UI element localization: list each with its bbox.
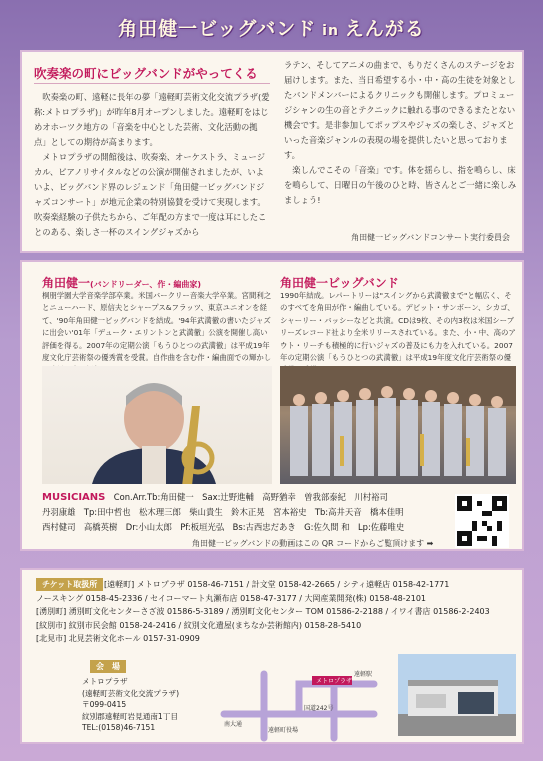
map-south: 南大通 [224,721,243,728]
venue-label: 会 場 [90,660,126,673]
venue-line: (遠軽町芸術文化交流プラザ) [82,688,180,698]
musicians-label: MUSICIANS [42,492,106,503]
leader-photo [42,366,272,484]
intro-paragraph: 吹奏楽の町、遠軽に長年の夢「遠軽町芸術文化交流プラザ(愛称:メトロプラザ)」が昨年8月オープンしました。遠軽町をはじめオホーツク地方の「音楽を中心とした芸術、文化活動の拠点」としての期待が高まります。 [34,92,270,147]
leader-name: 角田健一 [42,276,91,290]
ticket-panel [20,568,524,744]
title-in: in [316,23,345,39]
ticket-row: [湧別町] 湧別町文化センターさざ波 01586-5-3189 / 湧別町文化センター TOM 01586-2-2188 / イワイ書店 01586-2-2403 [36,607,490,617]
leader-role: (バンドリーダー、作・編曲家) [90,280,202,289]
heading-rule [34,83,270,84]
intro-paragraph: ラテン、そしてアニメの曲まで、もりだくさんのステージをお届けします。また、当日希望する小・中・高の生徒を対象としたバンドメンバーによるクリニックも開催します。プロミュージシャンの生の音とテクニックに触れる事のできるまたとない機会です。是非参加してポップスやジャズの楽しさ、ジャズといった音楽ジャンルの表現の場を提供したいと思っております。 [284,60,516,160]
musicians-line: Con.Arr.Tb:角田健一 Sax:辻野進輔 高野猶幸 曽我部泰紀 川村裕司 [113,492,388,502]
ticket-row: [遠軽町] メトロプラザ 0158-46-7151 / 計文堂 0158-42-2665 / シティ遠軽店 0158-42-1771 [104,580,450,589]
band-photo [280,366,516,484]
map-town-hall: 遠軽町役場 [268,727,299,734]
musicians-line: 西村健司 高橋英樹 Dr:小山太郎 Pf:板垣光弘 Bs:古西忠だあき G:佐久間 和 Lp:佐藤唯史 [42,522,405,532]
venue-building-photo [398,654,516,736]
profile-panel [20,260,524,551]
intro-paragraph: メトロプラザの開館後は、吹奏楽、オーケストラ、ミュージカル、ピアノリサイタルなどの公演が開催されましたが、いよいよ、ビッグバンド界のレジェンド「角田健一ビッグバンドジャズコンサート」が地元企業の特別協賛を受けて実現します。吹奏楽経験の子供たちから、ご年配の方まで一度は耳にしたことのある、楽しさ一杯のスイングジャズから [34,152,267,237]
map-road: 国道242号 [304,705,334,712]
venue-line: TEL:(0158)46-7151 [82,723,156,732]
venue-line: メトロプラザ [82,677,128,686]
intro-paragraph: 楽しんでこその「音楽」です。体を揺らし、指を鳴らし、床を鳴らして、日曜日の午後のひと時、皆さんとご一緒に楽しみましょう! [284,165,517,205]
leader-bio: 桐朋学園大学音楽学部卒業。米国バークリー音楽大学卒業。宮間利之とニューハード、原信夫とシャープス&フラッツ、東京ユニオンを経て、'90年角田健一ビッグバンドを結成。'94年武満徹の書いたジャズに出会い'01年「デューク・エリントンと武満徹」公演を開催し高い評価を得る。2007年の定期公演「もうひとつの武満徹」は平成19年度文化庁芸術祭の優秀賞を受賞。自作曲を含む作・編曲面での輝かし [42,291,272,363]
venue-line: 〒099-0415 [82,700,127,709]
leader-heading [42,274,201,291]
ticket-outlets [36,578,516,646]
ticket-label: チケット取扱所 [36,578,103,591]
ticket-row: [北見市] 北見芸術文化ホール 0157-31-0909 [36,634,200,644]
venue-map [204,664,394,742]
musicians-list [42,490,442,535]
venue-info [82,676,179,734]
intro-left-column [34,90,270,240]
title-main: 角田健一ビッグバンド [118,18,317,40]
map-metro: メトロプラザ [316,678,353,685]
title-venue: えんがる [344,18,425,40]
musicians-line: 丹羽康雄 Tp:田中哲也 松木理三郎 柴山貴生 鈴木正晃 宮本裕史 Tb:高井天音 橋本佳明 [42,507,404,517]
venue-line: 紋別郡遠軽町岩見通南1丁目 [82,711,178,721]
intro-panel [20,50,524,253]
signature: 角田健一ビッグバンドコンサート実行委員会 [351,233,510,242]
qr-code-icon[interactable] [455,494,509,548]
intro-heading: 吹奏楽の町にビッグバンドがやってくる [34,66,258,81]
ticket-row: [紋別市] 紋別市民会館 0158-24-2416 / 紋別文化遺屋(まちなか芸術館内) 0158-28-5410 [36,620,362,630]
band-heading: 角田健一ビッグバンド [280,276,399,290]
qr-note: 角田健一ビッグバンドの動画はこの QR コードからご覧頂けます ➡ [192,539,434,548]
map-station: 遠軽駅 [354,671,373,678]
page-title [0,14,543,50]
intro-right-column [284,58,518,208]
ticket-row: ノースキング 0158-45-2336 / セイコーマート丸瀬布店 0158-47-3177 / 大岡産業開発(株) 0158-48-2101 [36,593,427,603]
band-bio: 1990年結成。レパートリーは"スイングから武満徹まで"と幅広く、そのすべてを角田が作・編曲している。デビット・サンボーン、シカゴ、シャーリー・バッシーなどと共演。CDは9枚、その内3枚は米国シーブリーズレコード社より全米リリースされている。また、小・中、高のアウト・リーチも積極的に行いジャズの普及にも力を入れている。2007年の定期公演「もうひとつの武満徹」は平成19年度文化庁芸術祭の優 [280,291,516,363]
